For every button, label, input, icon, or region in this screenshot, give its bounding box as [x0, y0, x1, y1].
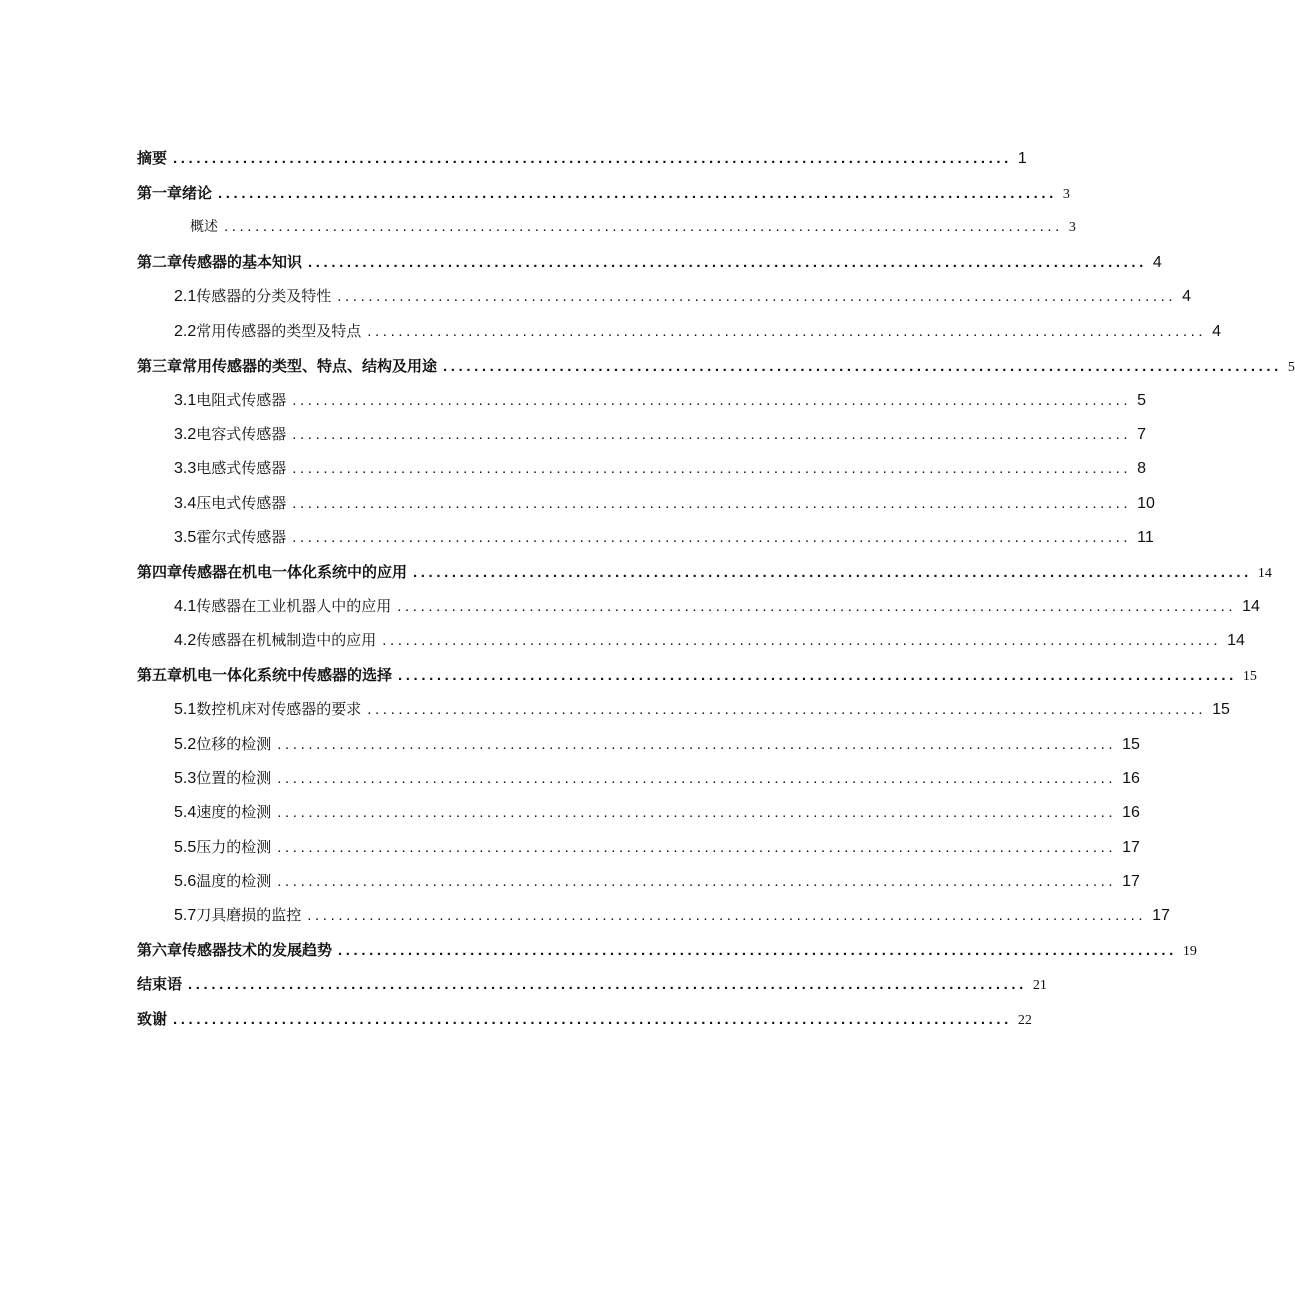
toc-page-number: 3	[1068, 220, 1076, 235]
toc-label: 速度的检测	[196, 803, 272, 821]
toc-label: 电感式传感器	[196, 459, 287, 477]
toc-entry-chapter-4[interactable]	[137, 562, 1272, 584]
dot-leader: ............................................................................................................	[397, 598, 1237, 615]
toc-entry-5-3[interactable]	[174, 768, 1140, 789]
toc-label: 概述	[190, 219, 218, 235]
toc-entry-5-6[interactable]	[174, 871, 1140, 892]
dot-leader: ............................................................................................................	[218, 185, 1057, 202]
toc-label: 第五章机电一体化系统中传感器的选择	[137, 666, 393, 684]
toc-entry-chapter-5[interactable]	[137, 665, 1257, 687]
toc-page-number: 14	[1242, 598, 1260, 615]
toc-label: 电容式传感器	[196, 425, 287, 443]
toc-page-number: 22	[1017, 1013, 1032, 1028]
toc-label: 致谢	[137, 1010, 168, 1028]
section-number: 5.2	[174, 736, 197, 753]
toc-page-number: 19	[1182, 944, 1197, 959]
toc-label: 第六章传感器技术的发展趋势	[137, 941, 333, 959]
dot-leader: ............................................................................................................	[367, 701, 1207, 718]
toc-label: 刀具磨损的监控	[196, 906, 302, 924]
toc-entry-3-4[interactable]	[174, 493, 1155, 514]
toc-entry-2-2[interactable]	[174, 321, 1222, 342]
toc-entry-acknowledgements[interactable]	[137, 1009, 1032, 1031]
toc-page-number: 8	[1137, 460, 1147, 477]
toc-entry-5-5[interactable]	[174, 837, 1140, 858]
toc-page-number: 5	[1137, 392, 1147, 409]
dot-leader: ............................................................................................................	[367, 323, 1207, 340]
section-number: 2.1	[174, 288, 197, 305]
dot-leader: ............................................................................................................	[188, 976, 1027, 993]
toc-entry-overview[interactable]	[190, 217, 1076, 238]
dot-leader: ............................................................................................................	[173, 150, 1012, 167]
toc-page-number: 5	[1287, 360, 1295, 375]
toc-page-number: 11	[1137, 529, 1154, 546]
toc-label: 电阻式传感器	[196, 391, 287, 409]
dot-leader: ............................................................................................................	[337, 288, 1177, 305]
toc-page-number: 15	[1212, 701, 1230, 718]
dot-leader: ............................................................................................................	[382, 632, 1222, 649]
toc-entry-abstract[interactable]	[137, 148, 1027, 169]
section-number: 2.2	[174, 323, 197, 340]
toc-entry-chapter-3[interactable]	[137, 356, 1295, 378]
section-number: 5.4	[174, 804, 197, 821]
toc-label: 霍尔式传感器	[196, 528, 287, 546]
toc-label: 传感器在机械制造中的应用	[196, 631, 377, 649]
toc-label: 位移的检测	[196, 735, 272, 753]
section-number: 4.2	[174, 632, 197, 649]
toc-page-number: 14	[1257, 566, 1272, 581]
section-number: 5.7	[174, 907, 197, 924]
toc-page-number: 4	[1182, 288, 1192, 305]
toc-label: 数控机床对传感器的要求	[196, 700, 362, 718]
toc-page-number: 4	[1212, 323, 1222, 340]
toc-page-number: 17	[1122, 873, 1140, 890]
section-number: 5.1	[174, 701, 197, 718]
dot-leader: ............................................................................................................	[292, 460, 1132, 477]
dot-leader: ............................................................................................................	[292, 495, 1132, 512]
toc-label: 传感器的分类及特性	[196, 287, 332, 305]
section-number: 5.6	[174, 873, 197, 890]
dot-leader: ............................................................................................................	[292, 392, 1132, 409]
toc-entry-3-1[interactable]	[174, 390, 1147, 411]
toc-entry-3-3[interactable]	[174, 458, 1147, 479]
toc-label: 结束语	[137, 975, 183, 993]
toc-label: 压力的检测	[196, 838, 272, 856]
section-number: 3.3	[174, 460, 197, 477]
toc-entry-chapter-1[interactable]	[137, 183, 1070, 205]
section-number: 5.3	[174, 770, 197, 787]
toc-page-number: 15	[1122, 736, 1140, 753]
toc-page-number: 1	[1017, 150, 1027, 167]
toc-entry-5-1[interactable]	[174, 699, 1230, 720]
dot-leader: ............................................................................................................	[398, 667, 1237, 684]
toc-label: 第三章常用传感器的类型、特点、结构及用途	[137, 357, 438, 375]
toc-page-number: 16	[1122, 770, 1140, 787]
toc-entry-5-7[interactable]	[174, 905, 1170, 926]
toc-page-number: 15	[1242, 669, 1257, 684]
toc-page-number: 4	[1152, 254, 1162, 271]
toc-page-number: 21	[1032, 978, 1047, 993]
dot-leader: ............................................................................................................	[338, 942, 1177, 959]
toc-entry-5-2[interactable]	[174, 734, 1140, 755]
dot-leader: ............................................................................................................	[308, 254, 1147, 271]
toc-page-number: 14	[1227, 632, 1245, 649]
toc-label: 传感器在工业机器人中的应用	[196, 597, 392, 615]
toc-entry-4-2[interactable]	[174, 630, 1245, 651]
toc-label: 第四章传感器在机电一体化系统中的应用	[137, 563, 408, 581]
toc-label: 温度的检测	[196, 872, 272, 890]
section-number: 4.1	[174, 598, 197, 615]
dot-leader: ............................................................................................................	[277, 736, 1117, 753]
toc-page-number: 16	[1122, 804, 1140, 821]
toc-label: 摘要	[137, 149, 168, 167]
toc-page-number: 3	[1062, 187, 1070, 202]
dot-leader: ............................................................................................................	[307, 907, 1147, 924]
toc-entry-2-1[interactable]	[174, 286, 1192, 307]
toc-label: 第二章传感器的基本知识	[137, 253, 303, 271]
section-number: 3.2	[174, 426, 197, 443]
section-number: 3.1	[174, 392, 197, 409]
dot-leader: ............................................................................................................	[277, 770, 1117, 787]
dot-leader: ............................................................................................................	[173, 1011, 1012, 1028]
toc-entry-3-5[interactable]	[174, 527, 1154, 548]
toc-page-number: 7	[1137, 426, 1147, 443]
toc-entry-5-4[interactable]	[174, 802, 1140, 823]
toc-page-number: 17	[1152, 907, 1170, 924]
dot-leader: ............................................................................................................	[277, 804, 1117, 821]
toc-label: 第一章绪论	[137, 184, 213, 202]
toc-entry-4-1[interactable]	[174, 596, 1260, 617]
dot-leader: ............................................................................................................	[224, 218, 1063, 235]
toc-label: 压电式传感器	[196, 494, 287, 512]
dot-leader: ............................................................................................................	[413, 564, 1252, 581]
toc-page-number: 10	[1137, 495, 1155, 512]
dot-leader: ............................................................................................................	[277, 873, 1117, 890]
toc-entry-conclusion[interactable]	[137, 974, 1047, 996]
toc-entry-chapter-2[interactable]	[137, 252, 1162, 273]
dot-leader: ............................................................................................................	[277, 839, 1117, 856]
dot-leader: ............................................................................................................	[292, 426, 1132, 443]
dot-leader: ............................................................................................................	[443, 358, 1282, 375]
section-number: 5.5	[174, 839, 197, 856]
dot-leader: ............................................................................................................	[292, 529, 1132, 546]
section-number: 3.5	[174, 529, 197, 546]
toc-entry-3-2[interactable]	[174, 424, 1147, 445]
toc-label: 常用传感器的类型及特点	[196, 322, 362, 340]
toc-entry-chapter-6[interactable]	[137, 940, 1197, 962]
toc-label: 位置的检测	[196, 769, 272, 787]
section-number: 3.4	[174, 495, 197, 512]
toc-page-number: 17	[1122, 839, 1140, 856]
